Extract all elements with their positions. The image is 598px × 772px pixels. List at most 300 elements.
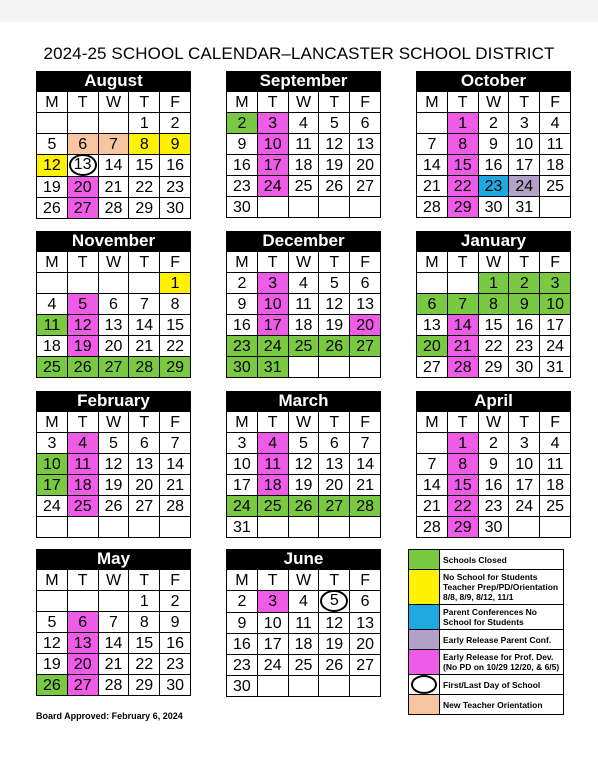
day-cell: 16 xyxy=(509,315,540,336)
day-cell: 23 xyxy=(160,177,191,198)
day-cell: 11 xyxy=(288,613,319,634)
day-cell: 17 xyxy=(257,315,288,336)
day-cell: 2 xyxy=(478,113,509,134)
legend-swatch xyxy=(409,605,440,629)
weekday-header: F xyxy=(350,570,381,591)
day-cell: 19 xyxy=(37,654,68,675)
day-cell: 27 xyxy=(417,357,448,378)
day-cell: 16 xyxy=(227,155,258,176)
day-cell xyxy=(350,676,381,697)
day-cell: 12 xyxy=(37,633,68,654)
day-cell: 21 xyxy=(98,177,129,198)
day-cell: 9 xyxy=(227,613,258,634)
day-cell: 14 xyxy=(98,155,129,177)
weekday-header: T xyxy=(67,252,98,273)
day-cell: 28 xyxy=(98,198,129,219)
circle-icon xyxy=(411,675,437,694)
weekday-header: F xyxy=(350,412,381,433)
weekday-header: T xyxy=(319,412,350,433)
day-cell: 2 xyxy=(227,591,258,613)
legend-label: First/Last Day of School xyxy=(443,679,541,690)
day-cell: 4 xyxy=(540,113,571,134)
day-cell: 25 xyxy=(540,496,571,517)
legend-label: Early Release Parent Conf. xyxy=(443,634,552,645)
day-cell: 6 xyxy=(350,113,381,134)
day-cell: 23 xyxy=(227,655,258,676)
day-cell: 3 xyxy=(540,273,571,294)
day-cell: 28 xyxy=(160,496,191,517)
day-cell xyxy=(319,676,350,697)
day-cell: 2 xyxy=(227,113,258,134)
day-cell: 24 xyxy=(509,176,540,197)
day-cell xyxy=(67,517,98,538)
day-cell: 27 xyxy=(350,176,381,197)
day-cell: 27 xyxy=(67,675,98,696)
legend-swatch xyxy=(409,650,440,674)
week-row xyxy=(37,591,191,612)
week-row xyxy=(37,113,191,134)
day-cell: 10 xyxy=(227,454,258,475)
day-cell: 17 xyxy=(37,475,68,496)
weekday-header: W xyxy=(288,92,319,113)
day-cell: 13 xyxy=(350,613,381,634)
day-cell: 21 xyxy=(350,475,381,496)
day-cell: 23 xyxy=(227,336,258,357)
weekday-header: W xyxy=(98,570,129,591)
day-cell xyxy=(447,273,478,294)
day-cell: 17 xyxy=(540,315,571,336)
day-cell: 12 xyxy=(37,155,68,177)
weekday-header: F xyxy=(350,252,381,273)
legend-item xyxy=(409,570,563,605)
day-cell xyxy=(417,113,448,134)
day-cell: 28 xyxy=(129,357,160,378)
month-october xyxy=(416,71,571,218)
weekday-header: T xyxy=(509,412,540,433)
month-january xyxy=(416,231,571,378)
day-cell: 3 xyxy=(257,273,288,294)
day-cell: 3 xyxy=(509,433,540,454)
month-name: August xyxy=(36,71,191,91)
first-last-day-marker: 5 xyxy=(320,590,348,612)
day-cell: 9 xyxy=(227,134,258,155)
day-cell: 29 xyxy=(447,517,478,538)
day-cell: 14 xyxy=(350,454,381,475)
day-cell xyxy=(288,197,319,218)
weekday-header: T xyxy=(257,412,288,433)
day-cell xyxy=(417,273,448,294)
day-cell: 24 xyxy=(37,496,68,517)
legend-swatch xyxy=(409,570,440,604)
day-cell xyxy=(509,517,540,538)
month-february xyxy=(36,391,191,538)
weekday-header: M xyxy=(227,412,258,433)
day-cell: 9 xyxy=(227,294,258,315)
day-cell: 19 xyxy=(98,475,129,496)
month-name: March xyxy=(226,391,381,411)
day-cell: 16 xyxy=(227,315,258,336)
weekday-header: W xyxy=(478,412,509,433)
day-cell xyxy=(98,517,129,538)
day-cell: 2 xyxy=(160,113,191,134)
day-cell: 21 xyxy=(129,336,160,357)
weekday-header: F xyxy=(160,252,191,273)
day-cell: 24 xyxy=(509,496,540,517)
day-cell: 29 xyxy=(478,357,509,378)
week-row xyxy=(37,294,191,315)
day-cell: 7 xyxy=(129,294,160,315)
day-cell: 14 xyxy=(160,454,191,475)
day-cell: 5 xyxy=(37,612,68,633)
day-cell: 15 xyxy=(447,475,478,496)
week-row xyxy=(227,475,381,496)
day-cell: 20 xyxy=(350,315,381,336)
weekday-header: W xyxy=(478,92,509,113)
day-cell: 18 xyxy=(67,475,98,496)
day-cell: 16 xyxy=(478,475,509,496)
day-cell: 14 xyxy=(129,315,160,336)
day-cell: 26 xyxy=(319,336,350,357)
day-cell: 7 xyxy=(98,612,129,633)
day-cell: 6 xyxy=(350,273,381,294)
day-cell: 26 xyxy=(319,655,350,676)
day-cell: 6 xyxy=(350,591,381,613)
week-row xyxy=(37,134,191,155)
day-cell: 20 xyxy=(67,177,98,198)
month-name: January xyxy=(416,231,571,251)
day-cell: 18 xyxy=(288,155,319,176)
day-cell: 3 xyxy=(37,433,68,454)
day-cell: 20 xyxy=(319,475,350,496)
day-cell: 7 xyxy=(350,433,381,454)
day-cell: 3 xyxy=(227,433,258,454)
day-cell: 25 xyxy=(257,496,288,517)
day-cell: 12 xyxy=(319,294,350,315)
day-cell: 7 xyxy=(417,454,448,475)
board-approved-note: Board Approved: February 6, 2024 xyxy=(36,711,183,721)
week-row xyxy=(417,273,571,294)
weekday-header: T xyxy=(447,92,478,113)
legend-swatch xyxy=(409,675,440,694)
weekday-header: M xyxy=(227,252,258,273)
week-row xyxy=(417,517,571,538)
day-cell: 13 xyxy=(129,454,160,475)
day-cell: 25 xyxy=(288,655,319,676)
day-cell: 13 xyxy=(350,134,381,155)
day-cell: 7 xyxy=(447,294,478,315)
week-row xyxy=(227,294,381,315)
day-cell: 29 xyxy=(129,675,160,696)
day-cell: 25 xyxy=(540,176,571,197)
weekday-header: T xyxy=(257,252,288,273)
day-cell xyxy=(129,517,160,538)
day-cell xyxy=(160,517,191,538)
day-cell: 4 xyxy=(288,113,319,134)
day-cell: 24 xyxy=(257,336,288,357)
day-cell: 19 xyxy=(319,155,350,176)
legend-item xyxy=(409,605,563,630)
day-cell: 18 xyxy=(257,475,288,496)
day-cell: 9 xyxy=(509,294,540,315)
day-cell: 29 xyxy=(160,357,191,378)
day-cell: 18 xyxy=(540,475,571,496)
month-name: December xyxy=(226,231,381,251)
day-cell: 23 xyxy=(478,496,509,517)
week-row xyxy=(37,177,191,198)
legend-swatch xyxy=(409,630,440,649)
week-row xyxy=(227,634,381,655)
day-cell: 15 xyxy=(447,155,478,176)
day-cell: 2 xyxy=(509,273,540,294)
week-row xyxy=(37,475,191,496)
day-cell: 10 xyxy=(37,454,68,475)
week-row xyxy=(227,197,381,218)
day-cell: 30 xyxy=(227,357,258,378)
week-row xyxy=(417,433,571,454)
day-cell xyxy=(67,113,98,134)
top-bar xyxy=(0,0,598,22)
legend-item xyxy=(409,650,563,675)
day-cell: 24 xyxy=(227,496,258,517)
weekday-header: M xyxy=(37,92,68,113)
day-cell: 4 xyxy=(288,591,319,613)
day-cell: 28 xyxy=(98,675,129,696)
day-cell: 25 xyxy=(288,176,319,197)
day-cell: 13 xyxy=(417,315,448,336)
day-cell: 25 xyxy=(288,336,319,357)
day-cell: 8 xyxy=(160,294,191,315)
day-cell: 18 xyxy=(540,155,571,176)
day-cell: 20 xyxy=(350,634,381,655)
day-cell xyxy=(37,591,68,612)
day-cell: 22 xyxy=(447,176,478,197)
day-cell: 27 xyxy=(98,357,129,378)
day-cell: 2 xyxy=(160,591,191,612)
weekday-header: W xyxy=(478,252,509,273)
weekday-header: F xyxy=(540,252,571,273)
day-cell: 7 xyxy=(98,134,129,155)
week-row xyxy=(417,113,571,134)
day-cell: 22 xyxy=(160,336,191,357)
day-cell: 27 xyxy=(129,496,160,517)
day-cell: 19 xyxy=(37,177,68,198)
day-cell: 16 xyxy=(160,633,191,654)
day-cell: 4 xyxy=(540,433,571,454)
day-cell xyxy=(98,273,129,294)
legend-label: Schools Closed xyxy=(443,554,507,565)
day-cell: 12 xyxy=(67,315,98,336)
week-row xyxy=(417,155,571,176)
day-cell: 27 xyxy=(319,496,350,517)
day-cell: 24 xyxy=(257,655,288,676)
day-cell: 4 xyxy=(37,294,68,315)
day-cell xyxy=(540,197,571,218)
day-cell: 5 xyxy=(288,433,319,454)
day-cell: 17 xyxy=(509,155,540,176)
day-cell: 13 xyxy=(98,315,129,336)
weekday-header: T xyxy=(67,412,98,433)
day-cell: 10 xyxy=(509,454,540,475)
day-cell: 6 xyxy=(417,294,448,315)
day-cell: 26 xyxy=(98,496,129,517)
day-cell xyxy=(67,155,98,177)
weekday-header: T xyxy=(509,252,540,273)
day-cell: 28 xyxy=(417,197,448,218)
day-cell xyxy=(67,273,98,294)
day-cell: 3 xyxy=(257,113,288,134)
week-row xyxy=(417,454,571,475)
day-cell: 20 xyxy=(350,155,381,176)
day-cell: 12 xyxy=(288,454,319,475)
week-row xyxy=(37,273,191,294)
day-cell xyxy=(350,197,381,218)
day-cell xyxy=(319,591,350,613)
day-cell: 29 xyxy=(129,198,160,219)
day-cell: 13 xyxy=(67,633,98,654)
day-cell: 6 xyxy=(67,134,98,155)
legend-swatch xyxy=(409,695,440,714)
day-cell: 11 xyxy=(540,454,571,475)
month-name: February xyxy=(36,391,191,411)
weekday-header: W xyxy=(98,92,129,113)
week-row xyxy=(37,198,191,219)
day-cell xyxy=(319,197,350,218)
month-september xyxy=(226,71,381,218)
day-cell: 11 xyxy=(288,294,319,315)
week-row xyxy=(227,155,381,176)
month-name: May xyxy=(36,549,191,569)
weekday-header: W xyxy=(288,252,319,273)
day-cell: 23 xyxy=(227,176,258,197)
month-name: April xyxy=(416,391,571,411)
day-cell: 17 xyxy=(227,475,258,496)
day-cell: 20 xyxy=(417,336,448,357)
day-cell: 5 xyxy=(98,433,129,454)
day-cell xyxy=(257,197,288,218)
day-cell: 23 xyxy=(160,654,191,675)
day-cell: 30 xyxy=(509,357,540,378)
weekday-header: W xyxy=(288,412,319,433)
week-row xyxy=(417,134,571,155)
weekday-header: T xyxy=(257,92,288,113)
day-cell: 26 xyxy=(37,675,68,696)
week-row xyxy=(227,496,381,517)
day-cell: 20 xyxy=(129,475,160,496)
day-cell xyxy=(37,517,68,538)
week-row xyxy=(37,612,191,633)
week-row xyxy=(417,357,571,378)
day-cell xyxy=(350,357,381,378)
day-cell: 27 xyxy=(67,198,98,219)
weekday-header: M xyxy=(227,570,258,591)
week-row xyxy=(227,273,381,294)
day-cell xyxy=(319,517,350,538)
weekday-header: F xyxy=(540,92,571,113)
day-cell: 31 xyxy=(227,517,258,538)
day-cell: 19 xyxy=(288,475,319,496)
day-cell xyxy=(257,517,288,538)
day-cell: 14 xyxy=(417,475,448,496)
day-cell: 12 xyxy=(98,454,129,475)
weekday-header: T xyxy=(67,92,98,113)
weekday-header: F xyxy=(160,570,191,591)
day-cell: 13 xyxy=(350,294,381,315)
month-april xyxy=(416,391,571,538)
week-row xyxy=(227,357,381,378)
legend-item xyxy=(409,695,563,714)
week-row xyxy=(417,336,571,357)
day-cell: 30 xyxy=(160,198,191,219)
week-row xyxy=(37,496,191,517)
day-cell: 23 xyxy=(509,336,540,357)
weekday-header: F xyxy=(160,92,191,113)
day-cell: 8 xyxy=(447,454,478,475)
day-cell: 25 xyxy=(37,357,68,378)
weekday-header: T xyxy=(129,412,160,433)
day-cell xyxy=(288,517,319,538)
weekday-header: T xyxy=(447,412,478,433)
day-cell: 26 xyxy=(67,357,98,378)
day-cell: 11 xyxy=(540,134,571,155)
day-cell: 16 xyxy=(478,155,509,176)
day-cell: 16 xyxy=(227,634,258,655)
day-cell: 5 xyxy=(319,273,350,294)
weekday-header: T xyxy=(319,570,350,591)
day-cell: 19 xyxy=(67,336,98,357)
day-cell: 15 xyxy=(129,633,160,654)
day-cell: 18 xyxy=(288,315,319,336)
day-cell: 8 xyxy=(478,294,509,315)
legend-label: No School for Students Teacher Prep/PD/Orientation 8/8, 8/9, 8/12, 11/1 xyxy=(443,572,559,602)
day-cell: 4 xyxy=(257,433,288,454)
day-cell: 22 xyxy=(129,654,160,675)
weekday-header: T xyxy=(67,570,98,591)
week-row xyxy=(417,294,571,315)
week-row xyxy=(417,475,571,496)
day-cell: 11 xyxy=(37,315,68,336)
day-cell: 19 xyxy=(319,634,350,655)
day-cell: 17 xyxy=(257,634,288,655)
day-cell: 12 xyxy=(319,613,350,634)
day-cell: 9 xyxy=(478,454,509,475)
week-row xyxy=(37,517,191,538)
week-row xyxy=(227,336,381,357)
weekday-header: T xyxy=(509,92,540,113)
day-cell: 27 xyxy=(350,336,381,357)
day-cell: 14 xyxy=(447,315,478,336)
day-cell: 6 xyxy=(319,433,350,454)
day-cell: 22 xyxy=(447,496,478,517)
weekday-header: T xyxy=(129,252,160,273)
day-cell: 21 xyxy=(417,496,448,517)
week-row xyxy=(227,454,381,475)
week-row xyxy=(37,675,191,696)
legend-item xyxy=(409,550,563,570)
day-cell: 28 xyxy=(417,517,448,538)
week-row xyxy=(227,176,381,197)
day-cell: 11 xyxy=(67,454,98,475)
month-june xyxy=(226,549,381,697)
day-cell: 30 xyxy=(478,197,509,218)
day-cell: 2 xyxy=(478,433,509,454)
weekday-header: M xyxy=(417,412,448,433)
day-cell: 5 xyxy=(67,294,98,315)
day-cell: 10 xyxy=(540,294,571,315)
weekday-header: M xyxy=(227,92,258,113)
week-row xyxy=(37,155,191,177)
day-cell: 18 xyxy=(37,336,68,357)
weekday-header: W xyxy=(98,412,129,433)
